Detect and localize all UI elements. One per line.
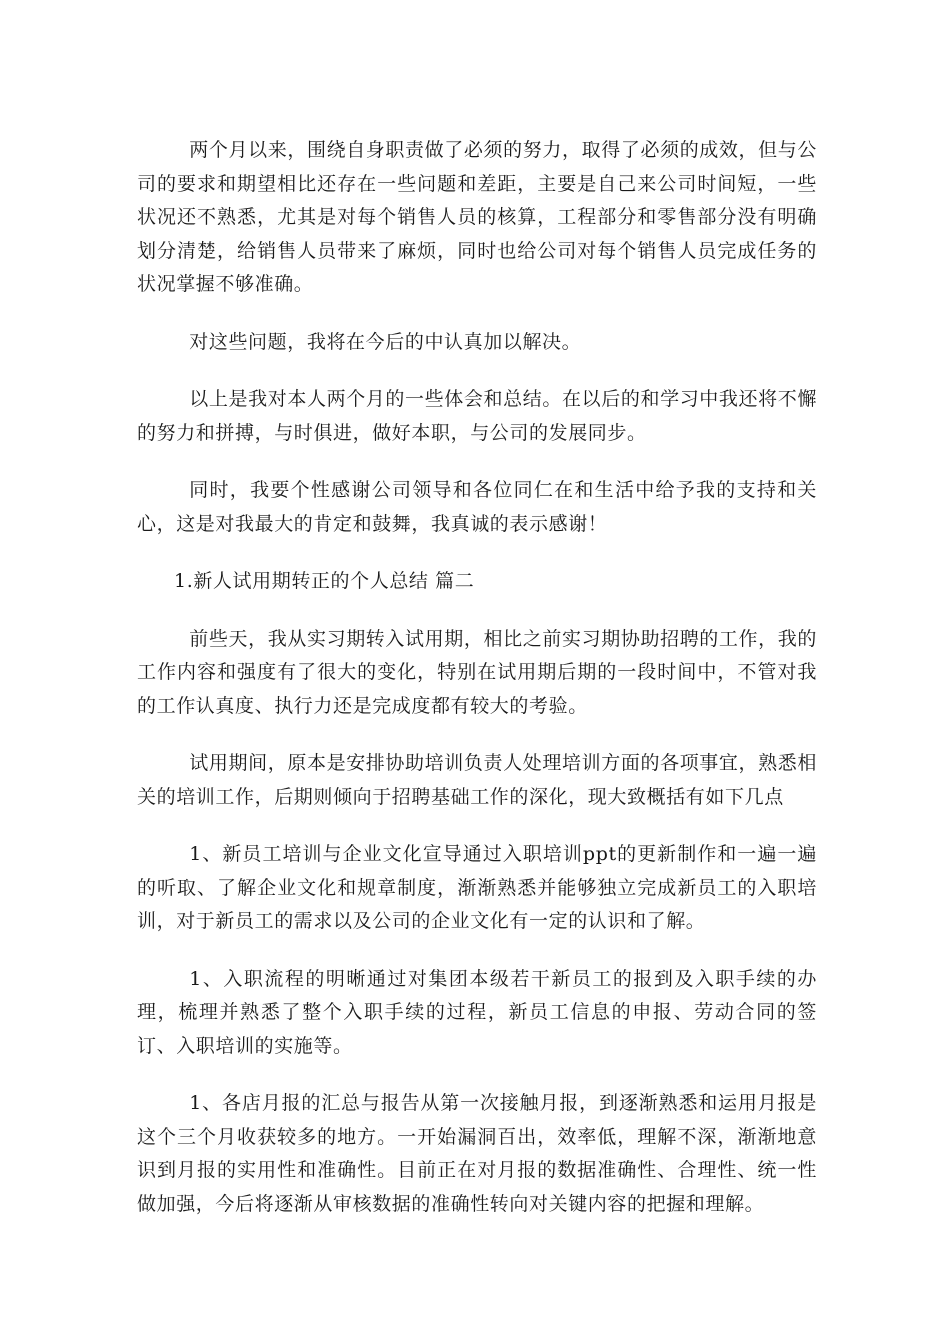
paragraph-thanks: 同时，我要个性感谢公司领导和各位同仁在和生活中给予我的支持和关心，这是对我最大的肯定和鼓舞，我真诚的表示感谢！ <box>137 479 817 535</box>
document-page <box>137 134 817 1245</box>
paragraph-probation-duties: 试用期间，原本是安排协助培训负责人处理培训方面的各项事宜，熟悉相关的培训工作，后期则倾向于招聘基础工作的深化，现大致概括有如下几点 <box>137 752 817 808</box>
paragraph-problem-resolution: 对这些问题，我将在今后的中认真加以解决。 <box>189 330 582 353</box>
paragraph-probation-intro: 前些天，我从实习期转入试用期，相比之前实习期协助招聘的工作，我的工作内容和强度有了很大的变化，特别在试用期后期的一段时间中，不管对我的工作认真度、执行力还是完成度都有较大的考验。 <box>137 627 817 717</box>
paragraph-item-monthly-report: 1、各店月报的汇总与报告从第一次接触月报，到逐渐熟悉和运用月报是这个三个月收获较多的地方。一开始漏洞百出，效率低，理解不深，渐渐地意识到月报的实用性和准确性。目前正在对月报的数据准确性、合理性、统一性做加强，今后将逐渐从审核数据的准确性转向对关键内容的把握和理解。 <box>137 1092 817 1215</box>
paragraph-summary: 以上是我对本人两个月的一些体会和总结。在以后的和学习中我还将不懈的努力和拼搏，与时俱进，做好本职，与公司的发展同步。 <box>137 388 817 444</box>
section-heading: 1.新人试用期转正的个人总结 篇二 <box>174 570 475 592</box>
paragraph-item-onboarding: 1、入职流程的明晰通过对集团本级若干新员工的报到及入职手续的办理，梳理并熟悉了整个入职手续的过程，新员工信息的申报、劳动合同的签订、入职培训的实施等。 <box>137 967 817 1057</box>
paragraph-item-training: 1、新员工培训与企业文化宣导通过入职培训ppt的更新制作和一遍一遍的听取、了解企业文化和规章制度，渐渐熟悉并能够独立完成新员工的入职培训，对于新员工的需求以及公司的企业文化有一定的认识和了解。 <box>137 843 817 932</box>
paragraph-work-review: 两个月以来，围绕自身职责做了必须的努力，取得了必须的成效，但与公司的要求和期望相比还存在一些问题和差距，主要是自己来公司时间短，一些状况还不熟悉，尤其是对每个销售人员的核算，工程部分和零售部分没有明确划分清楚，给销售人员带来了麻烦，同时也给公司对每个销售人员完成任务的状况掌握不够准确。 <box>137 139 817 295</box>
